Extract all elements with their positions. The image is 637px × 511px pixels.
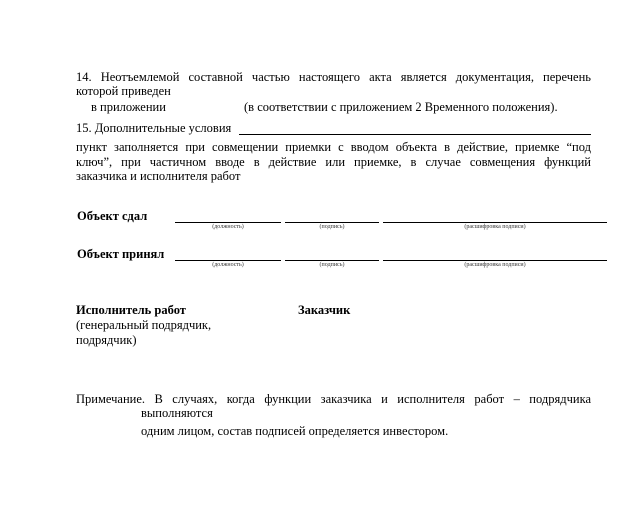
customer-title: Заказчик: [298, 303, 351, 317]
handed-over-decoding-caption: (расшифровка подписи): [464, 224, 526, 230]
accepted-signature-line: [285, 260, 379, 261]
note-line2: выполняются: [141, 406, 213, 420]
handed-over-signature-line: [285, 222, 379, 223]
item15-line2: ключ”, при частичном вводе в действие или приемке, в случае совмещения функций: [76, 155, 591, 169]
item14-line1: 14. Неотъемлемой составной частью настоящего акта является документация, перечень: [76, 70, 591, 84]
accepted-decoding-caption: (расшифровка подписи): [464, 262, 526, 268]
handed-over-position-line: [175, 222, 281, 223]
contractor-subtitle-2: подрядчик): [76, 333, 137, 347]
item15-underline: [239, 134, 591, 135]
handed-over-signature-caption: (подпись): [319, 224, 345, 230]
note-line3: одним лицом, состав подписей определяется инвестором.: [141, 424, 449, 438]
contractor-title: Исполнитель работ: [76, 303, 186, 317]
accepted-decoding-line: [383, 260, 607, 261]
accepted-position-caption: (должность): [212, 262, 244, 268]
item15-line1: пункт заполняется при совмещении приемки с вводом объекта в действие, приемке “под: [76, 140, 591, 154]
item14-line3-right: (в соответствии с приложением 2 Временного положения).: [244, 100, 558, 114]
item15-line3: заказчика и исполнителя работ: [76, 169, 241, 183]
handed-over-label: Объект сдал: [77, 209, 148, 223]
item14-line2: которой приведен: [76, 84, 171, 98]
accepted-position-line: [175, 260, 281, 261]
contractor-subtitle-1: (генеральный подрядчик,: [76, 318, 212, 332]
accepted-signature-caption: (подпись): [319, 262, 345, 268]
accepted-label: Объект принял: [77, 247, 165, 261]
note-line1: Примечание. В случаях, когда функции заказчика и исполнителя работ – подрядчика: [76, 392, 591, 406]
item15-label: 15. Дополнительные условия: [76, 121, 232, 135]
handed-over-decoding-line: [383, 222, 607, 223]
handed-over-position-caption: (должность): [212, 224, 244, 230]
item14-line3-left: в приложении: [91, 100, 166, 114]
